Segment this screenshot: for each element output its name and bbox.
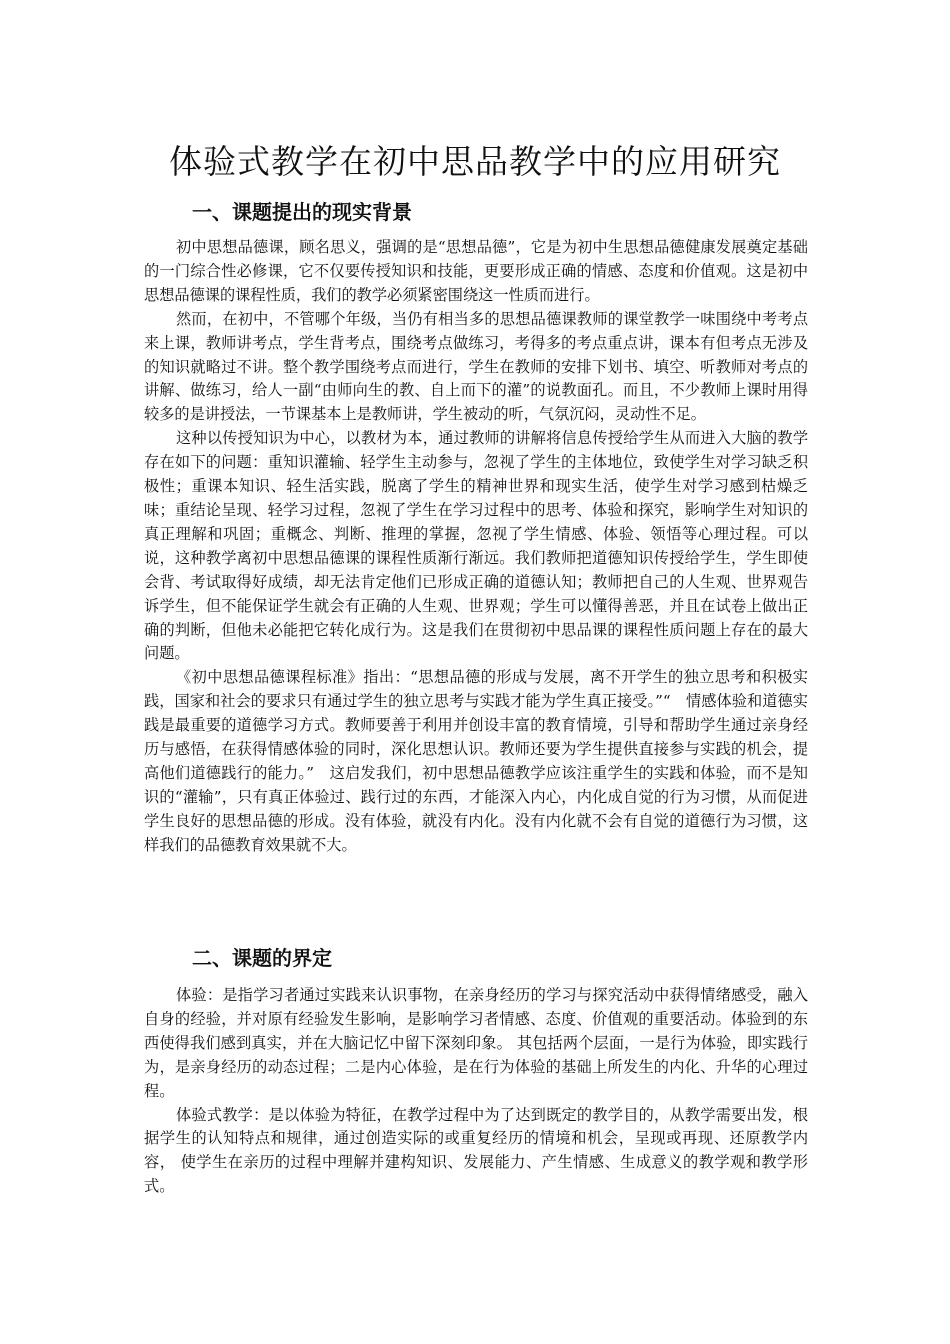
paragraph: 然而，在初中，不管哪个年级，当仍有相当多的思想品德课教师的课堂教学一味围绕中考考点来上课，教师讲考点，学生背考点，围绕考点做练习，考得多的考点重点讲，课本有但考点无涉及的知识就略过不讲。整个教学围绕考点而进行，学生在教师的安排下划书、填空、听教师对考点的讲解、做练习，给人一副“由师向生的教、自上而下的灌”的说教面孔。而且，不少教师上课时用得较多的是讲授法，一节课基本上是教师讲，学生被动的听，气氛沉闷，灵动性不足。 — [144, 309, 808, 424]
section-definition — [144, 984, 808, 1199]
section-heading-background: 一、课题提出的现实背景 — [192, 200, 412, 224]
paragraph: 初中思想品德课，顾名思义，强调的是“思想品德”，它是为初中生思想品德健康发展奠定基础的一门综合性必修课，它不仅要传授知识和技能，更要形成正确的情感、态度和价值观。这是初中思想品德课的课程性质，我们的教学必须紧密围绕这一性质而进行。 — [144, 238, 808, 304]
section-heading-definition: 二、课题的界定 — [192, 946, 332, 970]
paragraph: 体验：是指学习者通过实践来认识事物，在亲身经历的学习与探究活动中获得情绪感受，融入自身的经验，并对原有经验发生影响，是影响学习者情感、态度、价值观的重要活动。体验到的东西使得我们感到真实，并在大脑记忆中留下深刻印象。 其包括两个层面，一是行为体验，即实践行为，是亲身经历的动态过程；二是内心体验，是在行为体验的基础上所发生的内化、升华的心理过程。 — [144, 986, 808, 1100]
document-title: 体验式教学在初中思品教学中的应用研究 — [169, 142, 781, 181]
paragraph: 《初中思想品德课程标准》指出：“思想品德的形成与发展，离不开学生的独立思考和积极实践，国家和社会的要求只有通过学生的独立思考与实践才能为学生真正接受。”“ 情感体验和道德实践是最重要的道德学习方式。教师要善于利用并创设丰富的教育情境，引导和帮助学生通过亲身经历与感悟，在获得情感体验的同时，深化思想认识。教师还要为学生提供直接参与实践的机会，提高他们道德践行的能力。” 这启发我们，初中思想品德教学应该注重学生的实践和体验，而不是知识的“灌输”，只有真正体验过、践行过的东西，才能深入内心，内化成自觉的行为习惯，从而促进学生良好的思想品德的形成。没有体验，就没有内化。没有内化就不会有自觉的道德行为习惯，这样我们的品德教育效果就不大。 — [144, 668, 808, 854]
paragraph: 体验式教学：是以体验为特征，在教学过程中为了达到既定的教学目的，从教学需要出发，根据学生的认知特点和规律，通过创造实际的或重复经历的情境和机会，呈现或再现、还原教学内容， 使学生在亲历的过程中理解并建构知识、发展能力、产生情感、生成意义的教学观和教学形式。 — [144, 1105, 808, 1196]
section-background — [144, 236, 808, 858]
paragraph: 这种以传授知识为中心，以教材为本，通过教师的讲解将信息传授给学生从而进入大脑的教学存在如下的问题：重知识灌输、轻学生主动参与，忽视了学生的主体地位，致使学生对学习缺乏积极性；重课本知识、轻生活实践，脱离了学生的精神世界和现实生活，使学生对学习感到枯燥乏味；重结论呈现、轻学习过程，忽视了学生在学习过程中的思考、体验和探究，影响学生对知识的真正理解和巩固；重概念、判断、推理的掌握，忽视了学生情感、体验、领悟等心理过程。可以说，这种教学离初中思想品德课的课程性质渐行渐远。我们教师把道德知识传授给学生，学生即使会背、考试取得好成绩，却无法肯定他们已形成正确的道德认知；教师把自己的人生观、世界观告诉学生，但不能保证学生就会有正确的人生观、世界观；学生可以懂得善恶，并且在试卷上做出正确的判断，但他未必能把它转化成行为。这是我们在贯彻初中思品课的课程性质问题上存在的最大问题。 — [144, 429, 808, 663]
